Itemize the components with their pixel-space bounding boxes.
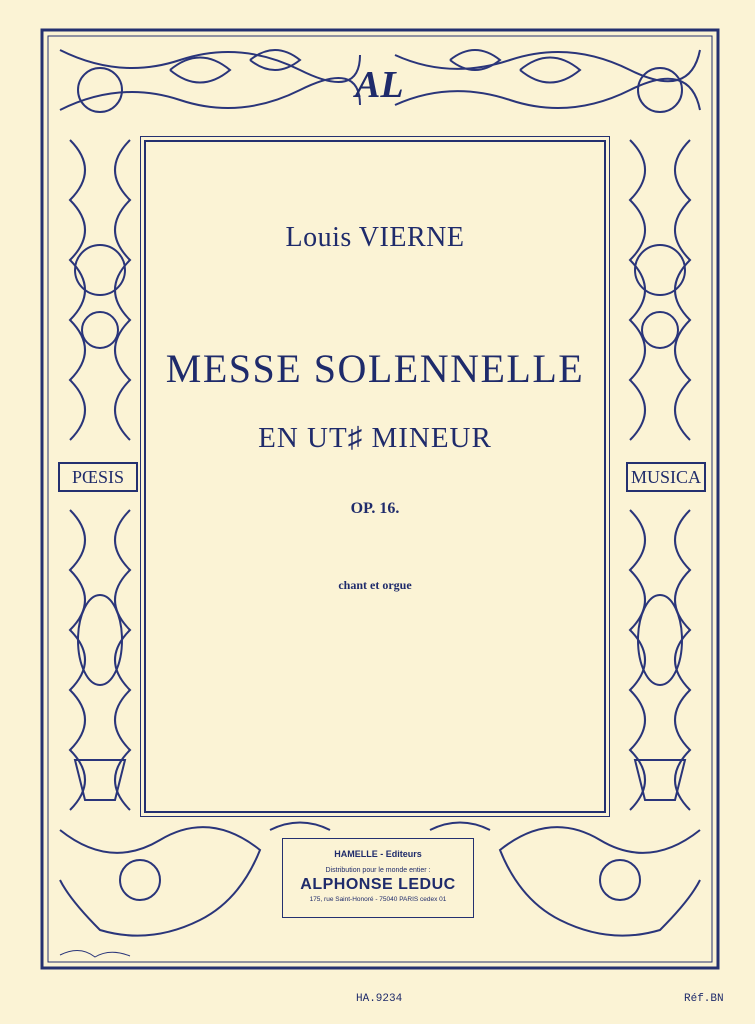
publisher-line-4: 175, rue Saint-Honoré - 75040 PARIS cedex 01 xyxy=(309,896,447,903)
poesis-label: PŒSIS xyxy=(58,462,138,492)
musica-label: MUSICA xyxy=(626,462,706,492)
work-title: MESSE SOLENNELLE xyxy=(165,346,585,391)
publisher-line-1: HAMELLE - Editeurs xyxy=(334,849,422,859)
publisher-line-3: ALPHONSE LEDUC xyxy=(300,876,456,893)
publisher-line-2: Distribution pour le monde entier : xyxy=(325,867,431,874)
opus-number: OP. 16. xyxy=(350,500,400,517)
composer-name: Louis VIERNE xyxy=(285,222,465,253)
instrumentation: chant et orgue xyxy=(338,578,412,592)
catalog-number: HA.9234 xyxy=(356,993,403,1005)
publisher-plate xyxy=(282,838,474,918)
reference-number: Réf.BN xyxy=(684,993,724,1005)
publisher-monogram: AL xyxy=(355,64,404,106)
work-key: EN UT♯ MINEUR xyxy=(258,422,492,454)
